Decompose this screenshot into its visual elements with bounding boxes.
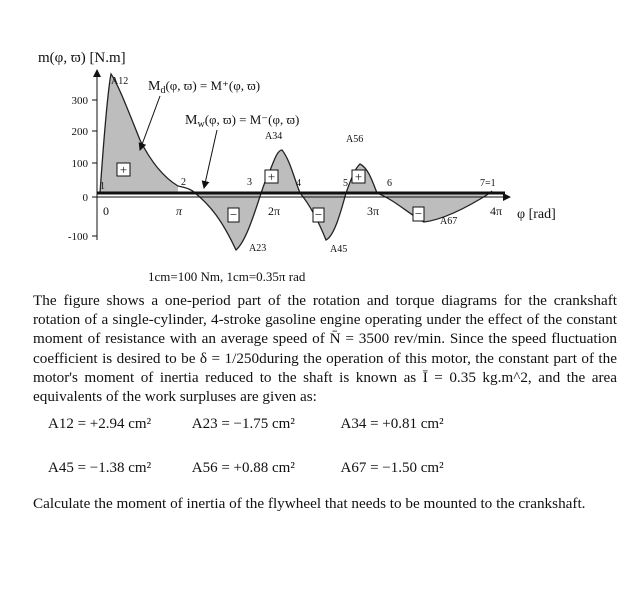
area-label-a45: A45 xyxy=(330,244,348,255)
mw-rest: (φ, ϖ) = M⁻(φ, ϖ) xyxy=(204,112,300,127)
area-values-row-2 xyxy=(48,460,444,477)
area-value-a67: A67 = −1.50 cm² xyxy=(340,460,444,476)
x-tick-pi: π xyxy=(176,204,183,218)
point-5: 5 xyxy=(343,178,348,189)
y-axis-label: m(φ, ϖ) [N.m] xyxy=(38,50,126,66)
point-6: 6 xyxy=(387,178,392,189)
md-subscript: d xyxy=(160,85,166,96)
sign-plus-34: + xyxy=(267,169,276,184)
area-label-a56: A56 xyxy=(346,134,364,145)
x-axis-label: φ [rad] xyxy=(517,207,556,222)
sign-minus-23: − xyxy=(229,207,238,222)
x-tick-2pi: 2π xyxy=(268,204,281,218)
area-value-a56: A56 = +0.88 cm² xyxy=(191,460,295,476)
svg-text:Mw(φ, ϖ) = M⁻(φ, ϖ) xyxy=(185,112,299,130)
area-label-a12: A12 xyxy=(111,76,129,87)
torque-diagram xyxy=(0,0,642,290)
area-value-a23: A23 = −1.75 cm² xyxy=(191,416,295,432)
x-tick-0: 0 xyxy=(103,204,109,218)
area-value-a12: A12 = +2.94 cm² xyxy=(48,416,152,432)
sign-minus-45: − xyxy=(314,207,323,222)
point-4: 4 xyxy=(296,178,301,189)
point-7: 7=1 xyxy=(480,178,496,189)
scale-note: 1cm=100 Nm, 1cm=0.35π rad xyxy=(148,269,306,284)
area-value-a34: A34 = +0.81 cm² xyxy=(340,416,444,432)
x-tick-3pi: 3π xyxy=(367,204,380,218)
problem-paragraph: The figure shows a one-period part of the rotation and torque diagrams for the crankshaft rotation of a single-cylinder, 4-stroke gasoline engine operating under the effect of the constant moment of resistance with an average speed of N̄ = 3500 rev/min. Since the speed fluctuation coefficient is desired to be δ = 1/250during the operation of this motor, the constant part of the motor's moment of inertia reduced to the shaft is known as Ī = 0.35 kg.m^2, and the area equivalents of the work surpluses are given as: xyxy=(33,292,617,406)
sign-plus-56: + xyxy=(354,169,363,184)
md-symbol: M xyxy=(148,79,161,94)
point-2: 2 xyxy=(181,177,186,188)
mw-subscript: w xyxy=(197,119,205,130)
y-tick-300: 300 xyxy=(71,95,88,107)
y-ticks xyxy=(68,95,97,243)
sign-plus-12: + xyxy=(119,162,128,177)
area-label-a34: A34 xyxy=(265,131,283,142)
area-label-a23: A23 xyxy=(249,243,267,254)
area-label-a67: A67 xyxy=(440,216,458,227)
point-1: 1 xyxy=(100,181,105,192)
y-tick-200: 200 xyxy=(71,126,88,138)
point-3: 3 xyxy=(247,177,252,188)
sign-minus-67: − xyxy=(414,206,423,221)
area-values-row-1 xyxy=(48,416,444,433)
x-tick-4pi: 4π xyxy=(490,204,503,218)
mw-symbol: M xyxy=(185,113,198,128)
svg-text:Md(φ, ϖ) = M⁺(φ, ϖ) xyxy=(148,78,260,96)
y-tick-100: 100 xyxy=(71,158,88,170)
md-rest: (φ, ϖ) = M⁺(φ, ϖ) xyxy=(165,78,261,93)
question-text: Calculate the moment of inertia of the flywheel that needs to be mounted to the crankshaft. xyxy=(33,495,586,512)
area-value-a45: A45 = −1.38 cm² xyxy=(48,460,152,476)
y-tick-0: 0 xyxy=(82,192,88,204)
y-tick-neg100: -100 xyxy=(67,231,88,243)
